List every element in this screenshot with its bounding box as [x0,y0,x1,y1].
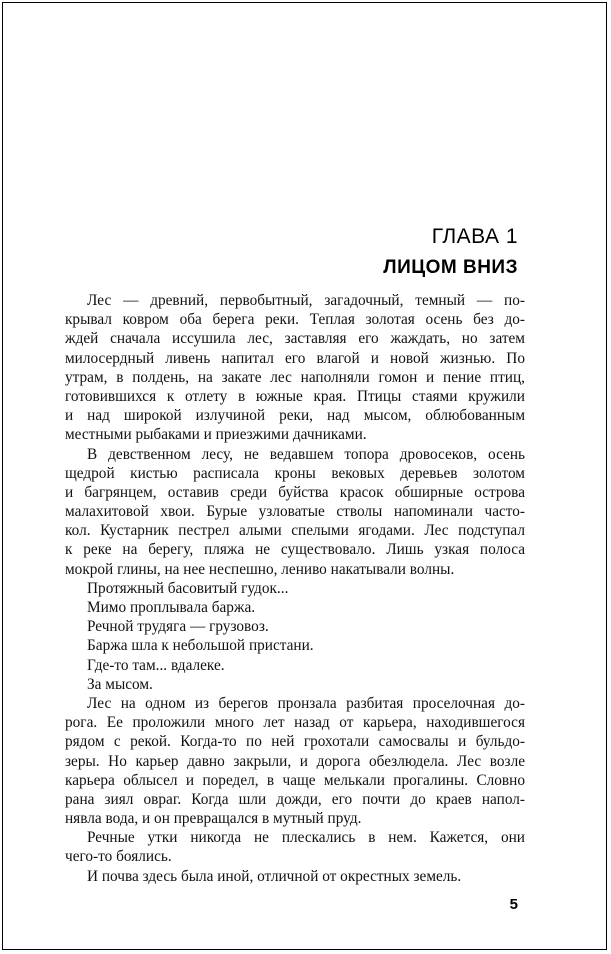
text-line: Баржа шла к небольшой пристани. [87,637,314,655]
text-line: Речные утки никогда не плескались в нем. Кажется, они [87,829,525,847]
text-line: местными рыбаками и приезжими дачниками. [65,426,367,444]
text-line: рядом с рекой. Когда-то по ней грохотали самосвалы и бульдо- [65,733,525,751]
text-line: карьера облысел и поредел, в чаще мелькали прогалины. Словно [65,771,525,789]
text-line: готовившихся к отлету в южные края. Птицы стаями кружили [65,387,525,405]
text-line: За мысом. [87,675,153,693]
text-line: к реке на берегу, пляжа не существовало. Лишь узкая полоса [65,541,525,559]
text-line: нявла вода, и он превращался в мутный пруд. [65,810,362,828]
text-line: зеры. Но карьер давно закрыли, и дорога обезлюдела. Лес возле [65,752,525,770]
text-line: утрам, в полдень, на закате лес наполняли гомон и пение птиц, [65,368,525,386]
text-line: Лес на одном из берегов пронзала разбитая проселочная до- [87,694,525,712]
text-line: малахитовой хвои. Бурые узловатые стволы напоминали часто- [65,503,525,521]
page-frame [2,2,607,950]
text-line: кол. Кустарник пестрел алыми спелыми ягодами. Лес подступал [65,522,525,540]
text-line: Где-то там... вдалеке. [87,656,225,674]
text-line: милосердный ливень напитал его влагой и новой жизнью. По [65,349,525,367]
text-line: Речной трудяга — грузовоз. [87,618,269,636]
chapter-label: ГЛАВА 1 [431,225,518,248]
text-line: и багрянцем, оставив среди буйства красок обширные острова [65,483,525,501]
text-line: Лес — древний, первобытный, загадочный, темный — по- [87,292,525,309]
text-line: и над широкой излучиной реки, над мысом, облюбованным [65,407,525,425]
text-line: мокрой глины, на нее неспешно, лениво накатывали волны. [65,560,455,578]
chapter-title: ЛИЦОМ ВНИЗ [383,257,518,278]
text-line: рога. Ее проложили много лет назад от карьера, находившегося [65,714,525,732]
page-number: 5 [509,896,518,913]
text-line: Протяжный басовитый гудок... [87,579,289,597]
text-line: Мимо проплывала баржа. [87,599,256,616]
text-line: чего-то боялись. [65,848,172,866]
text-line: крывал ковром оба берега реки. Теплая золотая осень без до- [65,311,525,329]
text-line: И почва здесь была иной, отличной от окрестных земель. [87,867,462,885]
chapter-body-text [65,291,525,886]
text-line: щедрой кистью расписала кроны вековых деревьев золотом [65,464,525,482]
text-line: В девственном лесу, не ведавшем топора дровосеков, осень [87,445,525,463]
text-line: рана зиял овраг. Когда шли дожди, его почти до краев напол- [65,790,525,808]
text-line: ждей сначала иссушила лес, заставляя его жаждать, но затем [65,330,525,348]
